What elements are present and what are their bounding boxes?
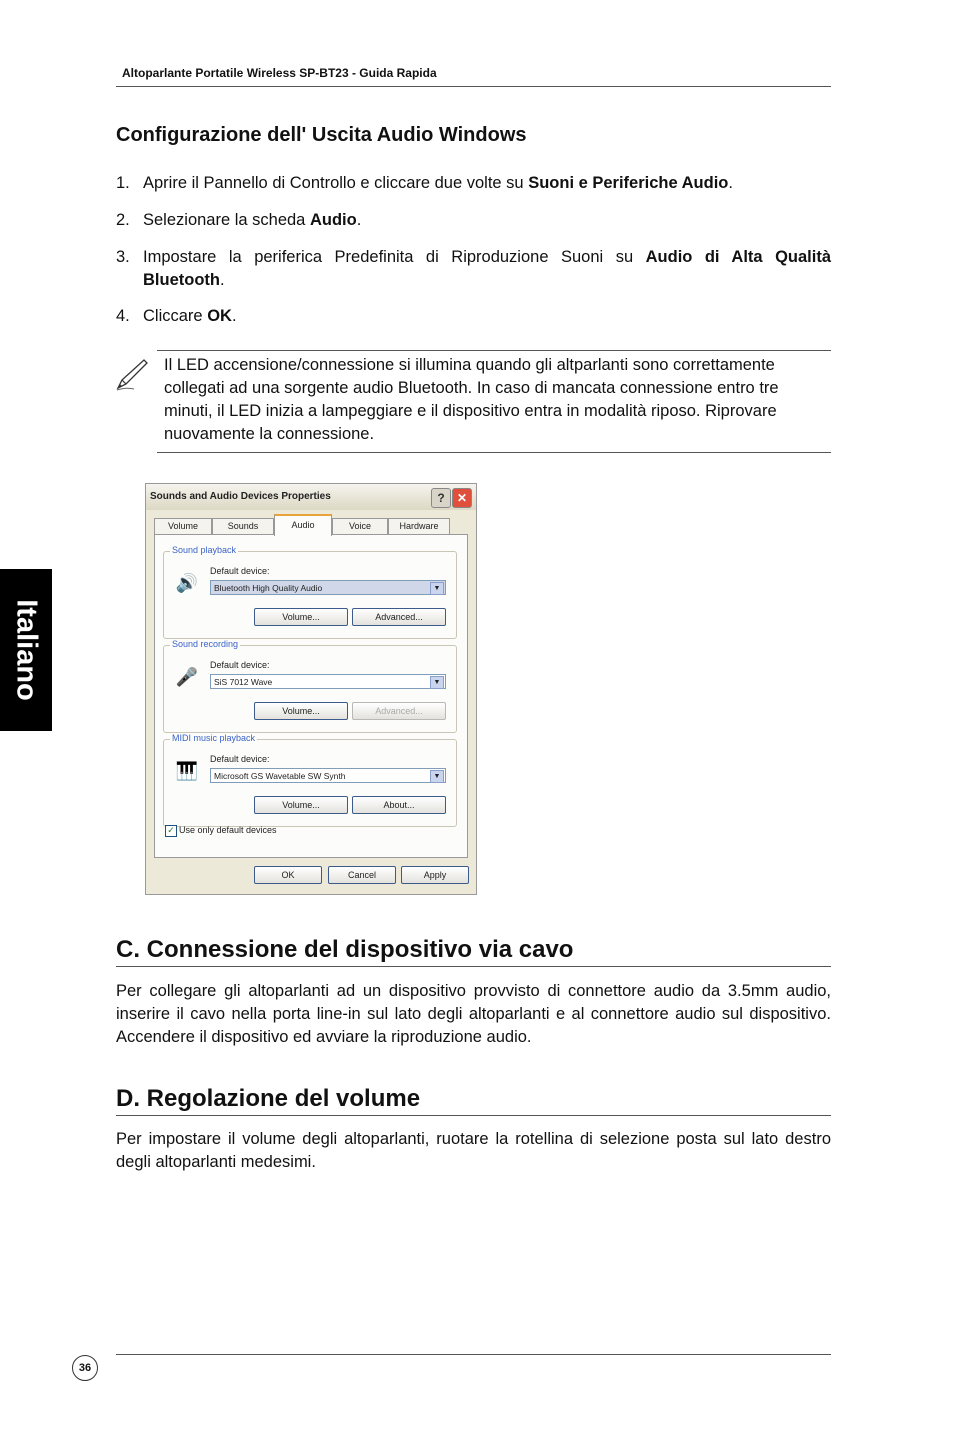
- step-text: Aprire il Pannello di Controllo e cliccare due volte su: [143, 174, 529, 192]
- running-header: Altoparlante Portatile Wireless SP-BT23 - Guida Rapida: [122, 66, 437, 80]
- close-button[interactable]: ✕: [452, 488, 472, 508]
- page-number: 36: [72, 1355, 98, 1381]
- section-c-rule: [116, 966, 831, 967]
- device-label: Default device:: [210, 660, 270, 670]
- step-bold: Audio: [309, 211, 357, 229]
- step-number: 1.: [116, 174, 130, 192]
- group-label: Sound playback: [172, 545, 237, 555]
- note-rule-top: [157, 350, 831, 351]
- note-rule-bottom: [157, 452, 831, 453]
- section-c-text: Per collegare gli altoparlanti ad un dispositivo provvisto di connettore audio da 3.5mm audio, inserire il cavo nella porta line-in sul lato degli altoparlanti e al connettore audio sul dispositivo. Accendere il dispositivo ed avviare la riproduzione audio.: [116, 982, 831, 1046]
- select-value: Bluetooth High Quality Audio: [214, 583, 323, 593]
- speaker-icon: 🔊: [175, 573, 199, 593]
- checkbox-label: Use only default devices: [179, 825, 277, 835]
- help-button[interactable]: ?: [431, 488, 451, 508]
- step-4: [116, 305, 831, 328]
- tab-voice[interactable]: Voice: [332, 518, 388, 534]
- device-label: Default device:: [210, 754, 270, 764]
- step-number: 4.: [116, 307, 130, 325]
- step-text: Cliccare: [143, 307, 208, 325]
- tab-audio[interactable]: Audio: [274, 514, 332, 536]
- section-title-config: Configurazione dell' Uscita Audio Windows: [116, 124, 527, 146]
- recording-device-select[interactable]: [210, 674, 446, 689]
- language-tab: [0, 569, 52, 731]
- sound-properties-dialog: [145, 483, 477, 895]
- pen-note-icon: [114, 356, 150, 392]
- step-1: [116, 172, 831, 195]
- group-sound-playback: [163, 545, 457, 639]
- step-bold: Suoni e Periferiche Audio: [528, 174, 729, 192]
- playback-advanced-button[interactable]: Advanced...: [352, 608, 446, 626]
- step-text: Impostare la periferica Predefinita di Riproduzione Suoni su: [143, 248, 646, 266]
- step-2: [116, 209, 831, 232]
- section-title-d: D. Regolazione del volume: [116, 1085, 421, 1112]
- step-bold: OK: [207, 307, 232, 325]
- chevron-down-icon: ▼: [430, 582, 444, 595]
- section-d-rule: [116, 1115, 831, 1116]
- select-value: SiS 7012 Wave: [214, 677, 273, 687]
- group-label: MIDI music playback: [172, 733, 256, 743]
- group-sound-recording: [163, 639, 457, 733]
- midi-device-select[interactable]: [210, 768, 446, 783]
- step-number: 2.: [116, 211, 130, 229]
- step-after: .: [219, 271, 225, 289]
- section-title-c: C. Connessione del dispositivo via cavo: [116, 936, 574, 963]
- midi-volume-button[interactable]: Volume...: [254, 796, 348, 814]
- group-label: Sound recording: [172, 639, 239, 649]
- group-midi-playback: [163, 733, 457, 827]
- header-rule: [116, 86, 831, 87]
- step-after: .: [356, 211, 362, 229]
- footer-rule: [116, 1354, 831, 1355]
- step-text: Selezionare la scheda: [143, 211, 310, 229]
- apply-button[interactable]: Apply: [401, 866, 469, 884]
- note-text: Il LED accensione/connessione si illumina quando gli altparlanti sono correttamente collegati ad una sorgente audio Bluetooth. In caso di mancata connessione entro tre minuti, il LED inizia a lampeggiare e il dispositivo entra in modalità riposo. Riprovare nuovamente la connessione.: [164, 356, 779, 443]
- step-bold: Audio di Alta Qualità Bluetooth: [143, 248, 832, 289]
- microphone-icon: 🎤: [175, 667, 199, 687]
- dialog-title: Sounds and Audio Devices Properties: [150, 491, 331, 502]
- tab-hardware[interactable]: Hardware: [388, 518, 450, 534]
- step-after: .: [231, 307, 237, 325]
- dialog-title-bar: [146, 484, 476, 510]
- ok-button[interactable]: OK: [254, 866, 322, 884]
- device-label: Default device:: [210, 566, 270, 576]
- chevron-down-icon: ▼: [430, 676, 444, 689]
- step-3: [116, 246, 831, 292]
- playback-device-select[interactable]: [210, 580, 446, 595]
- select-value: Microsoft GS Wavetable SW Synth: [214, 771, 346, 781]
- step-after: .: [728, 174, 733, 192]
- cancel-button[interactable]: Cancel: [328, 866, 396, 884]
- default-devices-checkbox[interactable]: ✓: [165, 825, 177, 837]
- chevron-down-icon: ▼: [430, 770, 444, 783]
- language-tab-label: Italiano: [10, 599, 43, 701]
- midi-about-button[interactable]: About...: [352, 796, 446, 814]
- section-d-text: Per impostare il volume degli altoparlanti, ruotare la rotellina di selezione posta sul lato destro degli altoparlanti medesimi.: [116, 1130, 831, 1171]
- recording-volume-button[interactable]: Volume...: [254, 702, 348, 720]
- step-number: 3.: [116, 248, 130, 266]
- tab-sounds[interactable]: Sounds: [212, 518, 274, 534]
- recording-advanced-button: Advanced...: [352, 702, 446, 720]
- tab-volume[interactable]: Volume: [154, 518, 212, 534]
- midi-device-icon: 🎹: [175, 761, 199, 781]
- playback-volume-button[interactable]: Volume...: [254, 608, 348, 626]
- audio-tab-panel: [154, 534, 468, 858]
